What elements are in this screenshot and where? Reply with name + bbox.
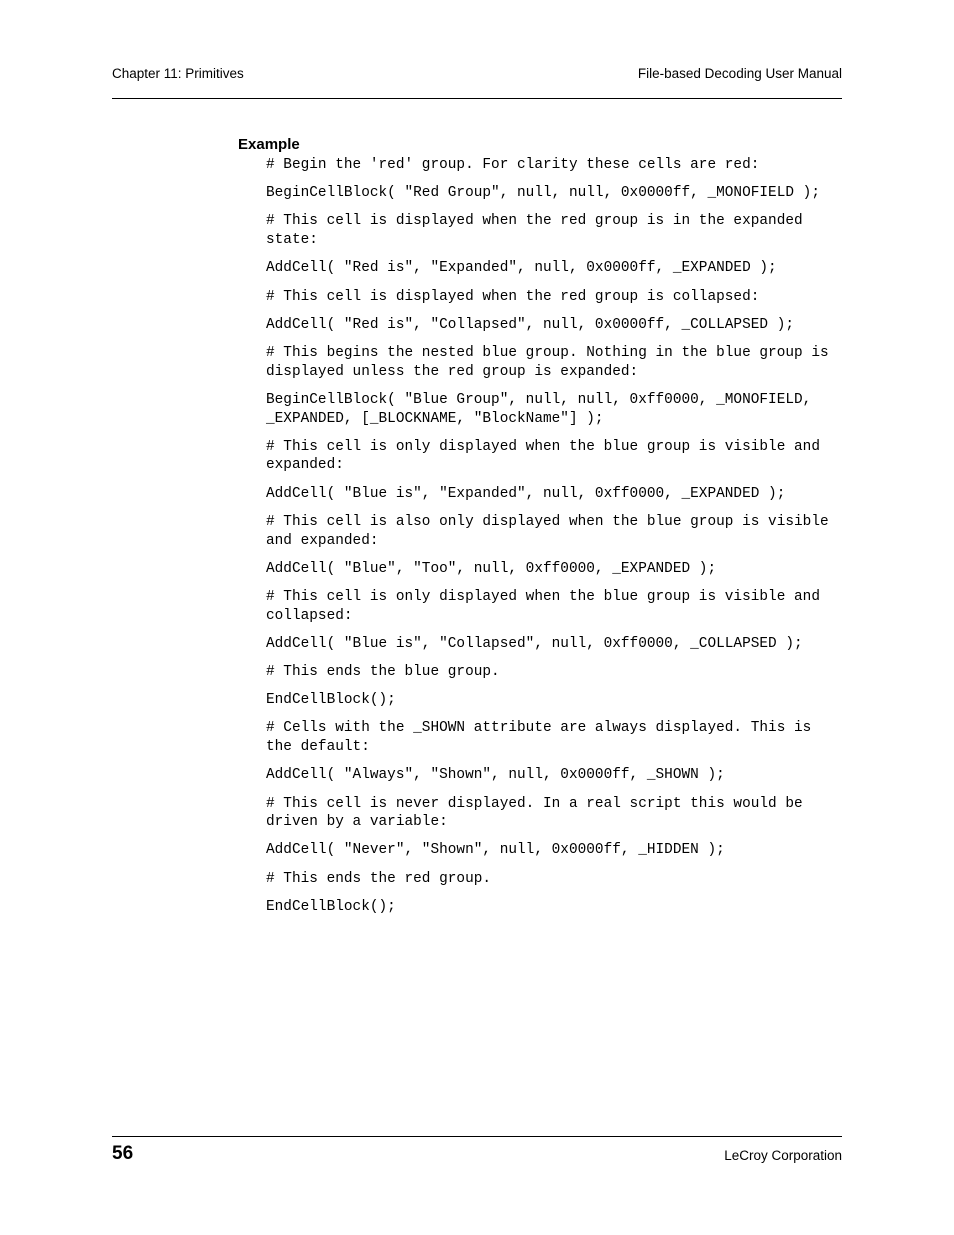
code-line: # This cell is never displayed. In a real script this would be driven by a variable: xyxy=(266,795,803,831)
code-line: # This ends the blue group. xyxy=(266,664,500,681)
code-line: AddCell( "Blue", "Too", null, 0xff0000, _EXPANDED ); xyxy=(266,560,717,577)
code-line: # This cell is only displayed when the blue group is visible and expanded: xyxy=(266,438,820,474)
code-example xyxy=(266,156,842,926)
code-line: AddCell( "Blue is", "Collapsed", null, 0xff0000, _COLLAPSED ); xyxy=(266,635,803,652)
footer-divider xyxy=(112,1136,842,1137)
code-line: BeginCellBlock( "Blue Group", null, null, 0xff0000, _MONOFIELD, _EXPANDED, [_BLOCKNAME, "BlockName"] ); xyxy=(266,391,812,427)
section-heading-example: Example xyxy=(238,136,300,153)
code-line: AddCell( "Red is", "Expanded", null, 0x0000ff, _EXPANDED ); xyxy=(266,260,777,277)
code-line: AddCell( "Always", "Shown", null, 0x0000ff, _SHOWN ); xyxy=(266,767,725,784)
code-line: # Begin the 'red' group. For clarity these cells are red: xyxy=(266,157,760,173)
code-line: AddCell( "Red is", "Collapsed", null, 0x0000ff, _COLLAPSED ); xyxy=(266,316,795,333)
code-line: # This begins the nested blue group. Nothing in the blue group is displayed unless the red group is expanded: xyxy=(266,344,829,380)
code-line: # This cell is only displayed when the blue group is visible and collapsed: xyxy=(266,588,820,624)
company-name: LeCroy Corporation xyxy=(724,1148,842,1163)
code-line: BeginCellBlock( "Red Group", null, null, 0x0000ff, _MONOFIELD ); xyxy=(266,185,820,202)
code-line: # This cell is displayed when the red group is in the expanded state: xyxy=(266,213,803,249)
manual-title: File-based Decoding User Manual xyxy=(637,66,842,81)
page-number: 56 xyxy=(112,1143,134,1164)
code-line: # Cells with the _SHOWN attribute are always displayed. This is the default: xyxy=(266,720,812,756)
code-line: EndCellBlock(); xyxy=(266,692,396,709)
code-line: # This ends the red group. xyxy=(266,870,492,887)
code-line: # This cell is displayed when the red group is collapsed: xyxy=(266,288,760,305)
code-line: # This cell is also only displayed when the blue group is visible and expanded: xyxy=(266,513,829,549)
header-divider xyxy=(112,98,842,99)
chapter-title: Chapter 11: Primitives xyxy=(112,66,244,81)
code-line: EndCellBlock(); xyxy=(266,898,396,915)
code-line: AddCell( "Never", "Shown", null, 0x0000ff, _HIDDEN ); xyxy=(266,842,725,859)
code-line: AddCell( "Blue is", "Expanded", null, 0xff0000, _EXPANDED ); xyxy=(266,485,786,502)
